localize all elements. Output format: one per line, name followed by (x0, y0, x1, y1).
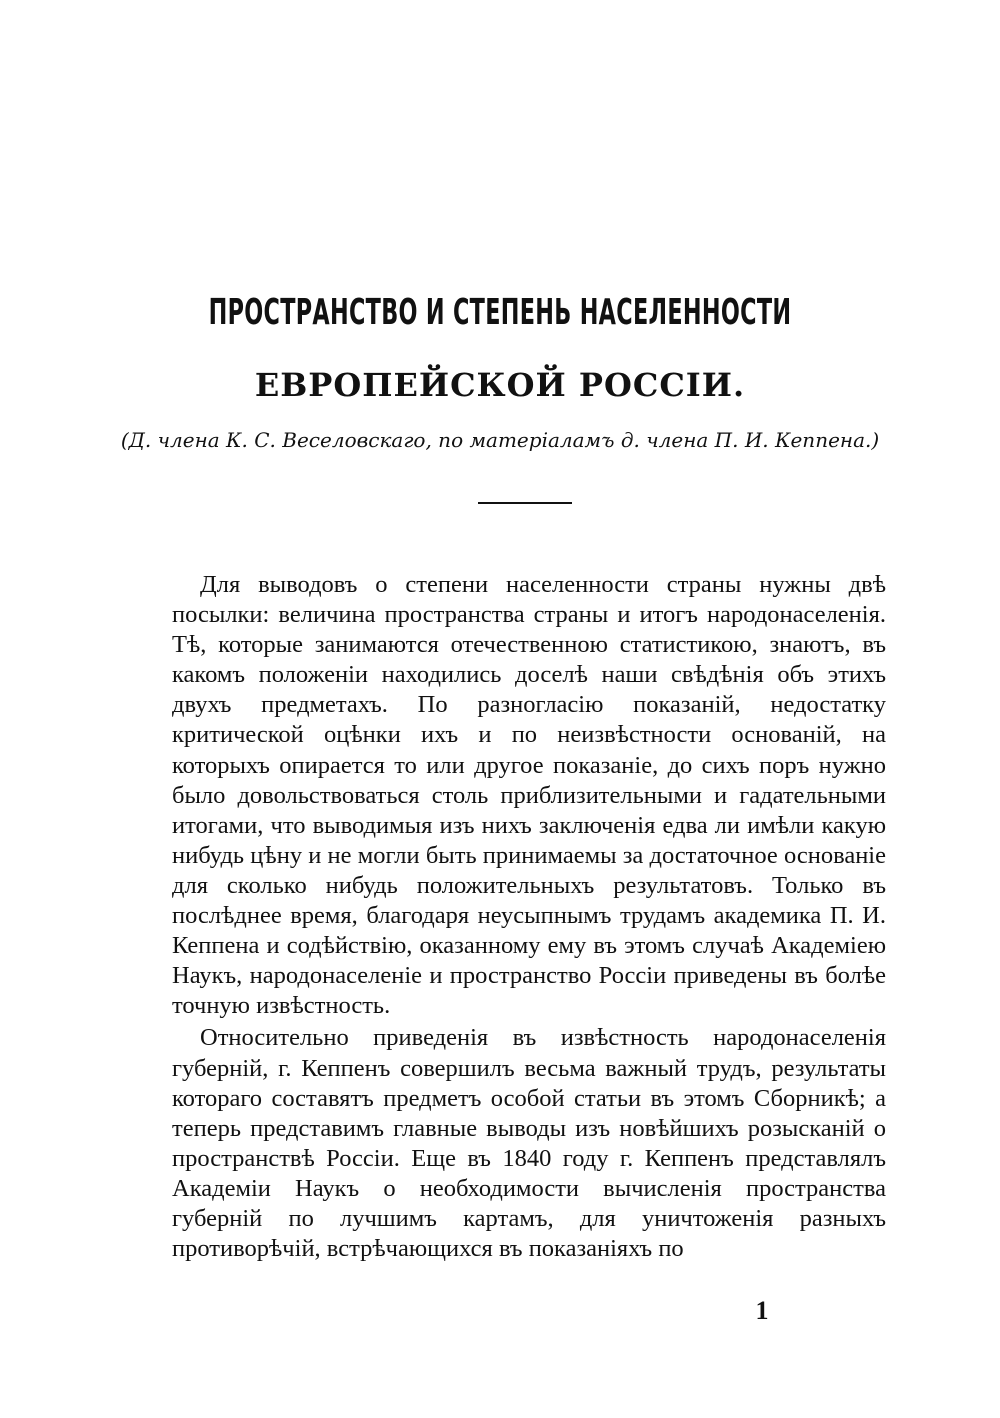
author-byline: (Д. члена К. С. Веселовскаго, по матеріаламъ д. члена П. И. Кеппена.) (120, 428, 880, 452)
paragraph-2: Относительно приведенія въ извѣстность народонаселенія губерній, г. Кеппенъ совершилъ весьма важный трудъ, результаты котораго составятъ предметъ особой статьи въ этомъ Сборникѣ; а теперь представимъ главные выводы изъ новѣйшихъ розысканій о пространствѣ Россіи. Еще въ 1840 году г. Кеппенъ представлялъ Академіи Наукъ о необходимости вычисленія пространства губерній по лучшимъ картамъ, для уничтоженія разныхъ противорѣчій, встрѣчающихся въ показаніяхъ по (172, 1024, 886, 1263)
title-line-2: ЕВРОПЕЙСКОЙ РОССІИ. (254, 366, 746, 404)
page-number: 1 (755, 1296, 769, 1325)
section-divider (478, 502, 572, 504)
title-line-1: ПРОСТРАНСТВО И СТЕПЕНЬ НАСЕЛЕННОСТИ (208, 292, 792, 333)
paragraph-1: Для выводовъ о степени населенности страны нужны двѣ посылки: величина пространства страны и итогъ народонаселенія. Тѣ, которые занимаются отечественною статистикою, знаютъ, въ какомъ положеніи находились доселѣ наши свѣдѣнія объ этихъ двухъ предметахъ. По разногласію показаній, недостатку критической оцѣнки ихъ и по неизвѣстности основаній, на которыхъ опирается то или другое показаніе, до сихъ поръ нужно было довольствоваться столь приблизительными и гадательными итогами, что выводимыя изъ нихъ заключенія едва ли имѣли какую нибудь цѣну и не могли быть принимаемы за достаточное основаніе для сколько нибудь положительныхъ результатовъ. Только въ послѣднее время, благодаря неусыпнымъ трудамъ академика П. И. Кеппена и содѣйствію, оказанному ему въ этомъ случаѣ Академіею Наукъ, народонаселеніе и пространство Россіи приведены въ болѣе точную извѣстность. (172, 571, 886, 1020)
body-text (172, 570, 886, 1264)
